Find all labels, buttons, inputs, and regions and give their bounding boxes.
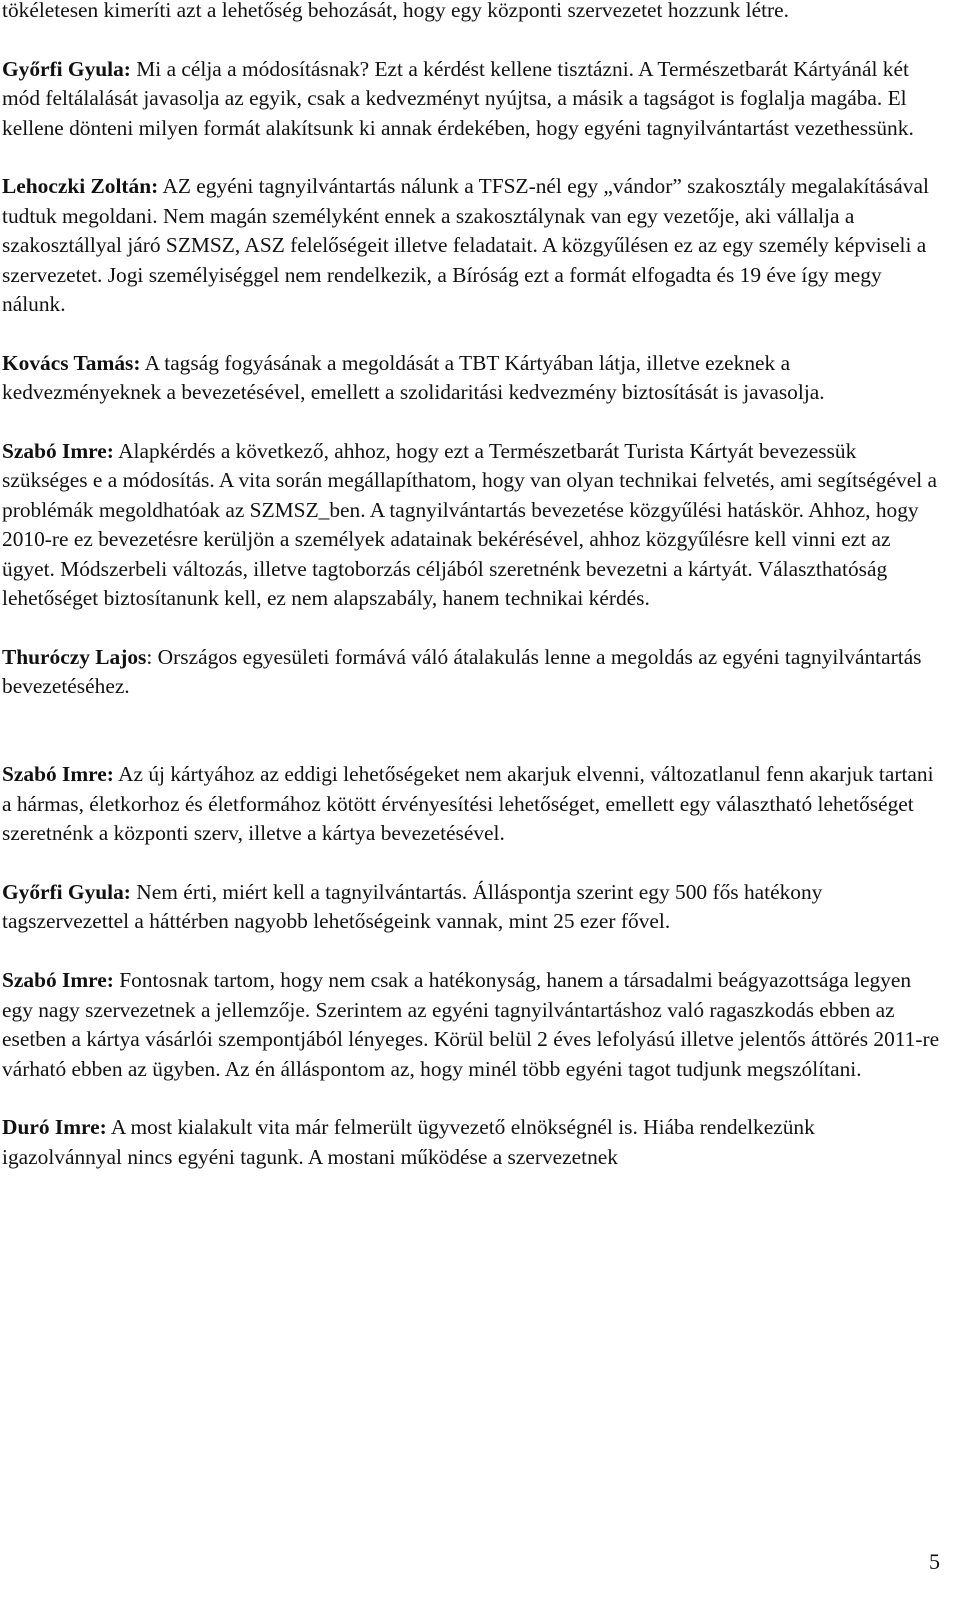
paragraph-text: Mi a célja a módosításnak? Ezt a kérdést kellene tisztázni. A Természetbarát Kártyánál két mód feltálalását javasolja az egyik, csak a kedvezményt nyújtsa, a másik a tagságot is foglalja magába. El kellene dönteni milyen formát alakítsunk ki annak érdekében, hogy egyéni tagnyilvántartást vezethessünk. bbox=[2, 56, 914, 140]
paragraph-gap bbox=[2, 25, 940, 54]
paragraph-text: A tagság fogyásának a megoldását a TBT Kártyában látja, illetve ezeknek a kedvezményeknek a bevezetésével, emellett a szolidaritási kedvezmény biztosítását is javasolja. bbox=[2, 350, 825, 405]
paragraph-gyorfi-gyula-1 bbox=[2, 55, 940, 143]
paragraph-lehoczki-zoltan bbox=[2, 172, 940, 319]
speaker-name: Szabó Imre: bbox=[2, 968, 114, 993]
speaker-name: Győrfi Gyula: bbox=[2, 56, 131, 81]
paragraph-continuation bbox=[2, 0, 940, 25]
page-number: 5 bbox=[929, 1549, 940, 1574]
paragraph-text: Az új kártyához az eddigi lehetőségeket nem akarjuk elvenni, változatlanul fenn akarjuk tartani a hármas, életkorhoz és életformához kötött érvényesítési lehetőséget, emellett egy választható lehetőséget szeretnénk a központi szerv, illetve a kártya bevezetésével. bbox=[2, 762, 934, 846]
paragraph-gap bbox=[2, 849, 940, 878]
speaker-name: Lehoczki Zoltán: bbox=[2, 174, 159, 199]
paragraph-gap bbox=[2, 319, 940, 348]
speaker-name: Thuróczy Lajos bbox=[2, 644, 147, 669]
speaker-name: Győrfi Gyula: bbox=[2, 880, 131, 905]
paragraph-gap bbox=[2, 408, 940, 437]
paragraph-text: : Országos egyesületi formává váló átalakulás lenne a megoldás az egyéni tagnyilvántartás bevezetéséhez. bbox=[2, 644, 922, 699]
paragraph-gap bbox=[2, 143, 940, 172]
paragraph-duro-imre bbox=[2, 1113, 940, 1172]
speaker-name: Szabó Imre: bbox=[2, 439, 114, 464]
paragraph-gap bbox=[2, 702, 940, 761]
paragraph-gap bbox=[2, 1084, 940, 1113]
paragraph-text: AZ egyéni tagnyilvántartás nálunk a TFSZ-nél egy „vándor” szakosztály megalakításával tudtuk megoldani. Nem magán személyként ennek a szakosztálynak van egy vezetője, aki vállalja a szakosztállyal járó SZMSZ, ASZ felelőségeit illetve feladatait. A közgyűlésen ez az egy személy képviseli a szervezetet. Jogi személyiséggel nem rendelkezik, a Bíróság ezt a formát elfogadta és 19 éve így megy nálunk. bbox=[2, 174, 929, 317]
paragraph-text: A most kialakult vita már felmerült ügyvezető elnökségnél is. Hiába rendelkezünk igazolvánnyal nincs egyéni tagunk. A mostani működése a szervezetnek bbox=[2, 1115, 815, 1169]
paragraph-text: Nem érti, miért kell a tagnyilvántartás. Álláspontja szerint egy 500 fős hatékony tagszervezettel a háttérben nagyobb lehetőségeink vannak, mint 25 ezer fővel. bbox=[2, 880, 823, 934]
paragraph-szabo-imre-1 bbox=[2, 437, 940, 613]
speaker-name: Duró Imre: bbox=[2, 1115, 107, 1140]
paragraph-kovacs-tamas bbox=[2, 349, 940, 408]
paragraph-text: Alapkérdés a következő, ahhoz, hogy ezt a Természetbarát Turista Kártyát bevezessük szükséges e a módosítás. A vita során megállapíthatom, hogy van olyan technikai felvetés, ami segítségével a problémák megoldhatóak az SZMSZ_ben. A tagnyilvántartás bevezetése közgyűlési hatáskör. Ahhoz, hogy 2010-re ez bevezetésre kerüljön a személyek adatainak bekérésével, ahhoz közgyűlésre kell vinni ezt az ügyet. Módszerbeli változás, illetve tagtoborzás céljából szeretnénk bevezetni a kártyát. Választhatóság lehetőséget biztosítanunk kell, ez nem alapszabály, hanem technikai kérdés. bbox=[2, 439, 937, 611]
paragraph-gap bbox=[2, 613, 940, 642]
paragraph-gyorfi-gyula-2 bbox=[2, 878, 940, 937]
speaker-name: Szabó Imre: bbox=[2, 762, 114, 787]
paragraph-text: tökéletesen kimeríti azt a lehetőség behozását, hogy egy központi szervezetet hozzunk létre. bbox=[2, 0, 789, 22]
speaker-name: Kovács Tamás: bbox=[2, 350, 141, 375]
paragraph-szabo-imre-2 bbox=[2, 760, 940, 848]
paragraph-thuroczy-lajos bbox=[2, 643, 940, 702]
paragraph-gap bbox=[2, 937, 940, 966]
document-body bbox=[2, 0, 940, 1172]
paragraph-text: Fontosnak tartom, hogy nem csak a hatékonyság, hanem a társadalmi beágyazottsága legyen egy nagy szervezetnek a jellemzője. Szerintem az egyéni tagnyilvántartáshoz való ragaszkodás ebben az esetben a kártya vásárlói szempontjából lényeges. Körül belül 2 éves lefolyású illetve jelentős áttörés 2011-re várható ebben az ügyben. Az én álláspontom az, hogy minél több egyéni tagot tudjunk megszólítani. bbox=[2, 968, 940, 1081]
paragraph-szabo-imre-3 bbox=[2, 966, 940, 1084]
